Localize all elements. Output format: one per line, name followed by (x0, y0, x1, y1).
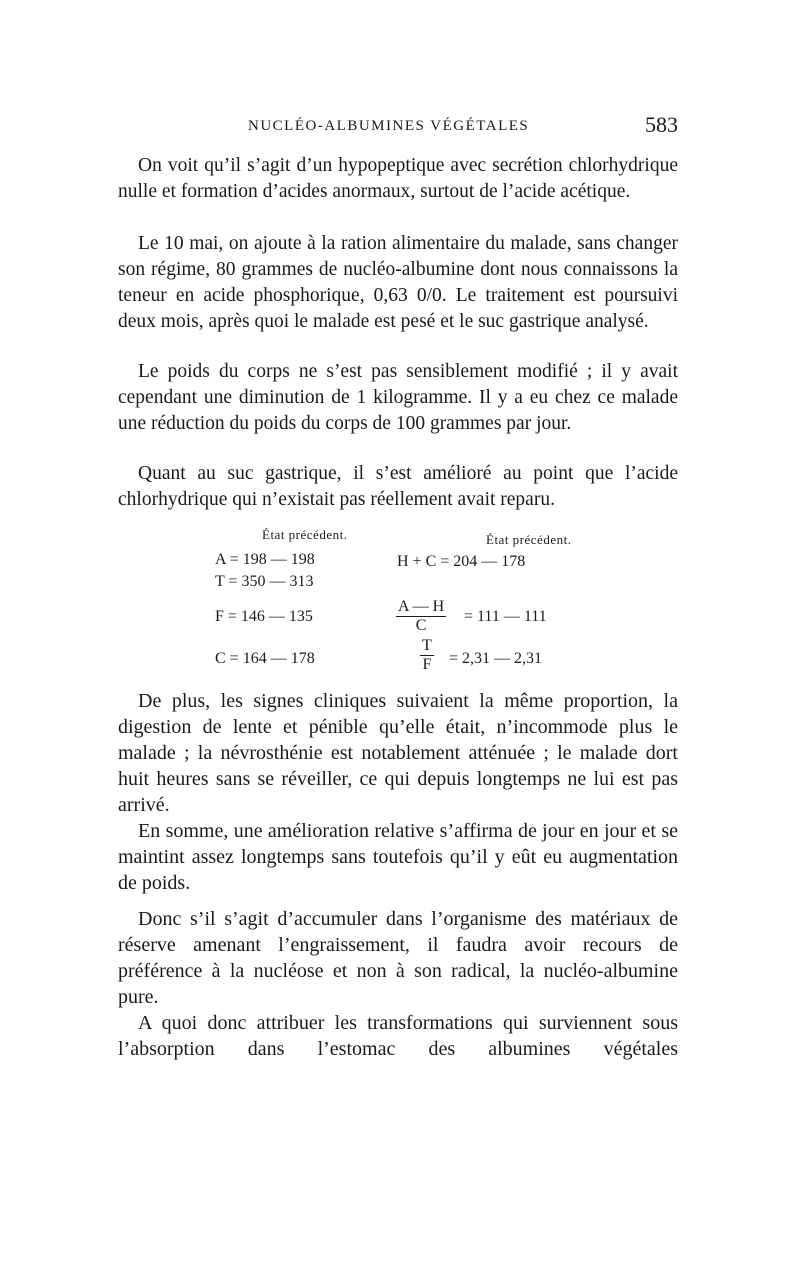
paragraph-7: Donc s’il s’agit d’accumuler dans l’organisme des matériaux de réserve amenant l’engraissement, il faudra avoir recours de préférence à la nucléose et non à son radical, la nucléo-albumine pure. (118, 908, 678, 1008)
ratio-value-2: = 2,31 — 2,31 (449, 650, 543, 667)
running-title: NUCLÉO-ALBUMINES VÉGÉTALES (248, 118, 530, 134)
page-header (118, 112, 678, 142)
fraction-numerator: A — H (398, 598, 445, 615)
left-column-header: État précédent. (262, 527, 348, 542)
paragraph-4: Quant au suc gastrique, il s’est amélioré au point que l’acide chlorhydrique qui n’existait pas réellement avait reparu. (118, 463, 678, 510)
paragraph-5: De plus, les signes cliniques suivaient la même proportion, la digestion de lente et pénible qu’elle était, n’incommode plus le malade ; la névrosthénie est notablement atténuée ; le malade dort huit heures sans se réveiller, ce qui depuis longtemps ne lui est pas arrivé. (118, 690, 678, 816)
page-number: 583 (645, 112, 678, 137)
ratio-value-1: = 111 — 111 (464, 608, 547, 625)
row-h-plus-c: H + C = 204 — 178 (397, 553, 526, 570)
row-a: A = 198 — 198 (215, 551, 315, 568)
paragraph-8: A quoi donc attribuer les transformations qui surviennent sous l’absorption dans l’estomac des albumines végétales (118, 1012, 678, 1060)
row-c: C = 164 — 178 (215, 650, 315, 667)
row-t: T = 350 — 313 (215, 573, 314, 590)
paragraph-6: En somme, une amélioration relative s’affirma de jour en jour et se maintint assez longtemps sans toutefois qu’il y eût eu augmentation de poids. (118, 820, 678, 894)
row-f: F = 146 — 135 (215, 608, 313, 625)
fraction-a-minus-h-over-c (396, 598, 446, 635)
fraction-t-over-f (420, 637, 434, 674)
fraction-numerator: T (422, 637, 432, 654)
fraction-denominator: C (415, 617, 427, 634)
right-column-header: État précédent. (486, 532, 572, 547)
paragraph-1: On voit qu’il s’agit d’un hypopeptique avec secrétion chlorhydrique nulle et formation d’acides anormaux, surtout de l’acide acétique. (118, 155, 678, 202)
paragraph-2: Le 10 mai, on ajoute à la ration alimentaire du malade, sans changer son régime, 80 grammes de nucléo-albumine dont nous connaissons la teneur en acide phosphorique, 0,63 0/0. Le traitement est poursuivi deux mois, après quoi le malade est pesé et le suc gastrique analysé. (118, 233, 678, 332)
paragraph-3: Le poids du corps ne s’est pas sensiblement modifié ; il y avait cependant une diminution de 1 kilogramme. Il y a eu chez ce malade une réduction du poids du corps de 100 grammes par jour. (118, 361, 678, 434)
fraction-denominator: F (422, 656, 432, 673)
